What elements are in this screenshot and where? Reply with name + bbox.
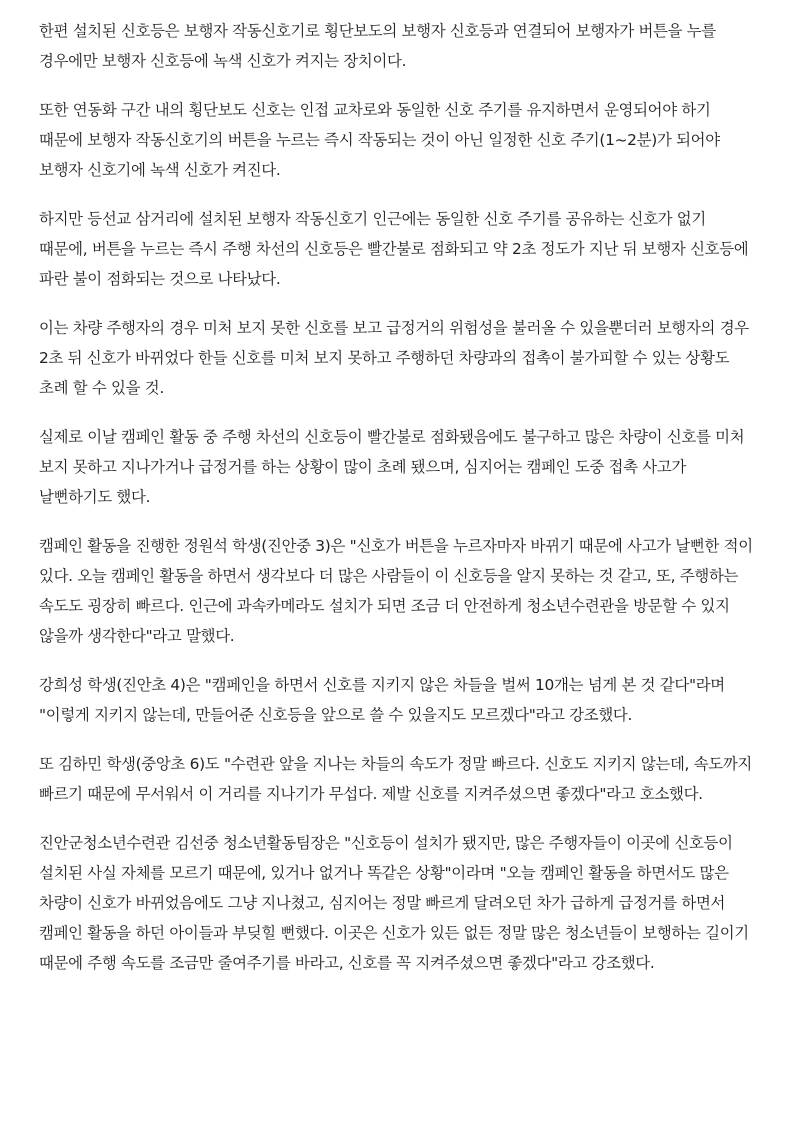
paragraph-campaign-observation: 실제로 이날 캠페인 활동 중 주행 차선의 신호등이 빨간불로 점화됐음에도 불구하고 많은 차량이 신호를 미처 보지 못하고 지나가거나 급정거를 하는 상황이 많이 초례 됐으며, 심지어는 캠페인 도중 접촉 사고가 날뻔하기도 했다. — [39, 428, 745, 506]
paragraph-signal-cycle: 또한 연동화 구간 내의 횡단보도 신호는 인접 교차로와 동일한 신호 주기를 유지하면서 운영되어야 하기 때문에 보행자 작동신호기의 버튼을 누르는 즉시 작동되는 것이 아닌 일정한 신호 주기(1~2분)가 되어야 보행자 신호기에 녹색 신호가 켜진다. — [39, 101, 720, 179]
article-body — [39, 16, 757, 997]
paragraph-quote-student-1: 캠페인 활동을 진행한 정원석 학생(진안중 3)은 "신호가 버튼을 누르자마자 바뀌기 때문에 사고가 날뻔한 적이 있다. 오늘 캠페인 활동을 하면서 생각보다 더 많은 사람들이 이 신호등을 알지 못하는 것 같고, 또, 주행하는 속도도 굉장히 빠르다. 인근에 과속카메라도 설치가 되면 조금 더 안전하게 청소년수련관을 방문할 수 있지 않을까 생각한다"라고 말했다. — [39, 537, 753, 645]
paragraph-device-description: 한편 설치된 신호등은 보행자 작동신호기로 횡단보도의 보행자 신호등과 연결되어 보행자가 버튼을 누를 경우에만 보행자 신호등에 녹색 신호가 켜지는 장치이다. — [39, 22, 716, 70]
paragraph-junction-issue: 하지만 등선교 삼거리에 설치된 보행자 작동신호기 인근에는 동일한 신호 주기를 공유하는 신호가 없기 때문에, 버튼을 누르는 즉시 주행 차선의 신호등은 빨간불로 점화되고 약 2초 정도가 지난 뒤 보행자 신호등에 파란 불이 점화되는 것으로 나타났다. — [39, 210, 749, 288]
paragraph-quote-student-3: 또 김하민 학생(중앙초 6)도 "수련관 앞을 지나는 차들의 속도가 정말 빠르다. 신호도 지키지 않는데, 속도까지 빠르기 때문에 무서워서 이 거리를 지나기가 무섭다. 제발 신호를 지켜주셨으면 좋겠다"라고 호소했다. — [39, 755, 752, 803]
paragraph-risk: 이는 차량 주행자의 경우 미처 보지 못한 신호를 보고 급정거의 위험성을 불러올 수 있을뿐더러 보행자의 경우 2초 뒤 신호가 바뀌었다 한들 신호를 미처 보지 못하고 주행하던 차량과의 접촉이 불가피할 수 있는 상황도 초례 할 수 있을 것. — [39, 319, 749, 397]
paragraph-quote-team-leader: 진안군청소년수련관 김선중 청소년활동팀장은 "신호등이 설치가 됐지만, 많은 주행자들이 이곳에 신호등이 설치된 사실 자체를 모르기 때문에, 있거나 없거나 똑같은 상황"이라며 "오늘 캠페인 활동을 하면서도 많은 차량이 신호가 바뀌었음에도 그냥 지나쳤고, 심지어는 정말 빠르게 달려오던 차가 급하게 급정거를 하면서 캠페인 활동을 하던 아이들과 부딪힐 뻔했다. 이곳은 신호가 있든 없든 정말 많은 청소년들이 보행하는 길이기 때문에 주행 속도를 조금만 줄여주기를 바라고, 신호를 꼭 지켜주셨으면 좋겠다"라고 강조했다. — [39, 834, 749, 972]
paragraph-quote-student-2: 강희성 학생(진안초 4)은 "캠페인을 하면서 신호를 지키지 않은 차들을 벌써 10개는 넘게 본 것 같다"라며 "이렇게 지키지 않는데, 만들어준 신호등을 앞으로 쓸 수 있을지도 모르겠다"라고 강조했다. — [39, 676, 725, 724]
